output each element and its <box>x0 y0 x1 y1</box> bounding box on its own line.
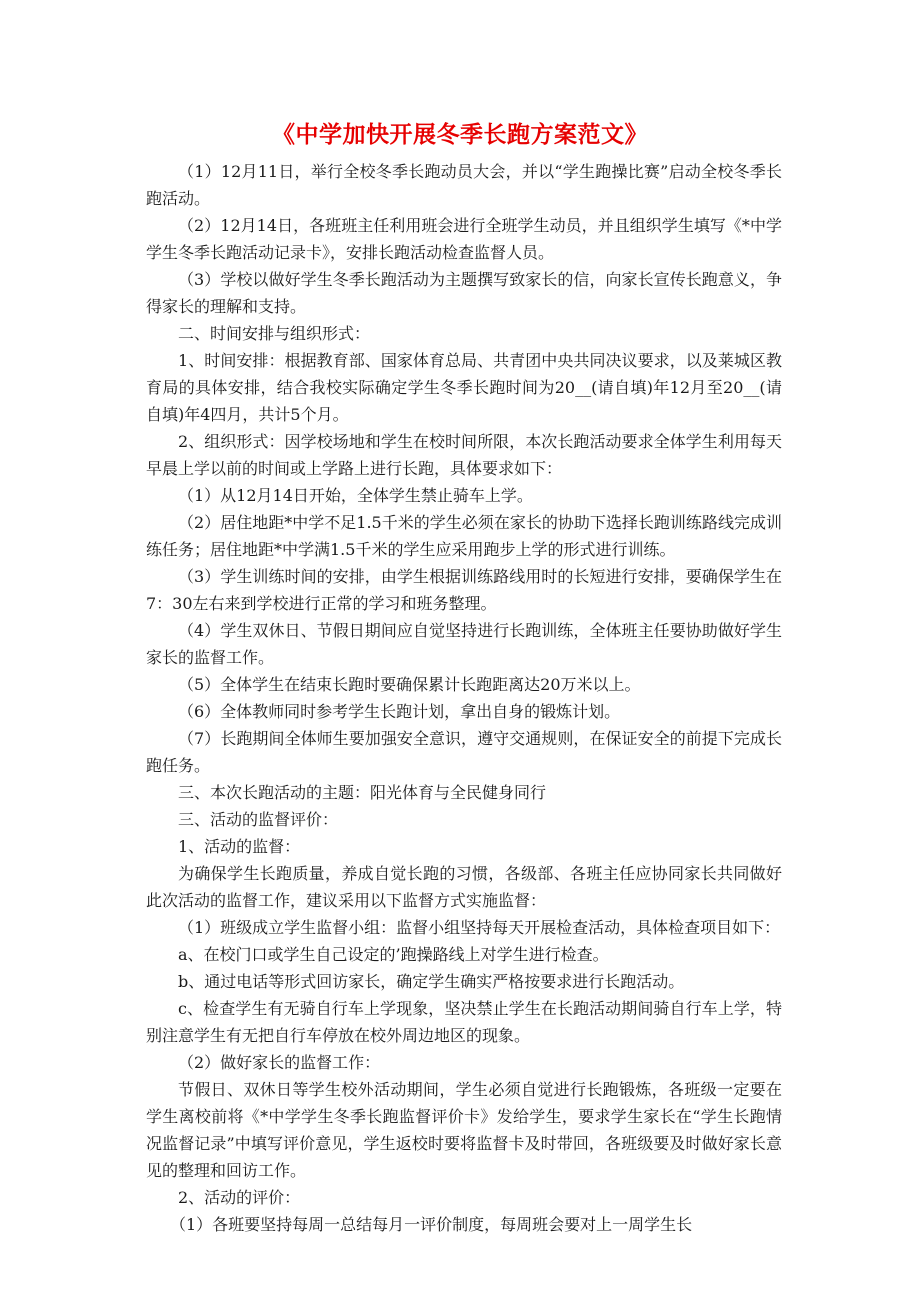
paragraph: （3）学生训练时间的安排，由学生根据训练路线用时的长短进行安排，要确保学生在7：30左右来到学校进行正常的学习和班务整理。 <box>146 567 782 613</box>
section-heading: 三、活动的监督评价： <box>178 810 339 829</box>
list-item: b、通过电话等形式回访家长，确定学生确实严格按要求进行长跑活动。 <box>178 972 685 991</box>
document-body <box>146 158 782 1238</box>
section-heading: 二、时间安排与组织形式： <box>178 324 371 343</box>
paragraph: （2）12月14日，各班班主任利用班会进行全班学生动员，并且组织学生填写《*中学学生冬季长跑活动记录卡》，安排长跑活动检查监督人员。 <box>146 216 782 262</box>
section-heading: 三、本次长跑活动的主题：阳光体育与全民健身同行 <box>178 783 547 802</box>
list-item: c、检查学生有无骑自行车上学现象，坚决禁止学生在长跑活动期间骑自行车上学，特别注意学生有无把自行车停放在校外周边地区的现象。 <box>146 999 782 1045</box>
paragraph: （1）各班要坚持每周一总结每月一评价制度，每周班会要对上一周学生长 <box>170 1215 693 1234</box>
paragraph: 为确保学生长跑质量，养成自觉长跑的习惯，各级部、各班主任应协同家长共同做好此次活动的监督工作，建议采用以下监督方式实施监督： <box>146 864 782 910</box>
paragraph: （1）班级成立学生监督小组：监督小组坚持每天开展检查活动，具体检查项目如下： <box>178 918 781 937</box>
subsection-heading: 1、活动的监督： <box>178 837 301 856</box>
paragraph: （4）学生双休日、节假日期间应自觉坚持进行长跑训练，全体班主任要协助做好学生家长的监督工作。 <box>146 621 782 667</box>
paragraph: （2）做好家长的监督工作： <box>178 1053 381 1072</box>
paragraph: （2）居住地距*中学不足1.5千米的学生必须在家长的协助下选择长跑训练路线完成训练任务；居住地距*中学满1.5千米的学生应采用跑步上学的形式进行训练。 <box>146 513 782 559</box>
paragraph: 2、组织形式：因学校场地和学生在校时间所限，本次长跑活动要求全体学生利用每天早晨上学以前的时间或上学路上进行长跑，具体要求如下： <box>146 432 782 478</box>
document-title: 《中学加快开展冬季长跑方案范文》 <box>272 121 648 148</box>
paragraph: （1）从12月14日开始，全体学生禁止骑车上学。 <box>178 486 533 505</box>
paragraph: （3）学校以做好学生冬季长跑活动为主题撰写致家长的信，向家长宣传长跑意义，争得家长的理解和支持。 <box>146 270 782 316</box>
paragraph: （7）长跑期间全体师生要加强安全意识，遵守交通规则，在保证安全的前提下完成长跑任务。 <box>146 729 782 775</box>
paragraph: （1）12月11日，举行全校冬季长跑动员大会，并以“学生跑操比赛”启动全校冬季长跑活动。 <box>146 162 782 208</box>
subsection-heading: 2、活动的评价： <box>178 1188 301 1207</box>
paragraph: （5）全体学生在结束长跑时要确保累计长跑距离达20万米以上。 <box>178 675 641 694</box>
paragraph: 1、时间安排：根据教育部、国家体育总局、共青团中央共同决议要求，以及莱城区教育局的具体安排，结合我校实际确定学生冬季长跑时间为20__(请自填)年12月至20__(请自填)年4四月，共计5个月。 <box>146 351 782 424</box>
paragraph: （6）全体教师同时参考学生长跑计划，拿出自身的锻炼计划。 <box>178 702 621 721</box>
paragraph: 节假日、双休日等学生校外活动期间，学生必须自觉进行长跑锻炼，各班级一定要在学生离校前将《*中学学生冬季长跑监督评价卡》发给学生，要求学生家长在“学生长跑情况监督记录”中填写评价意见，学生返校时要将监督卡及时带回，各班级要及时做好家长意见的整理和回访工作。 <box>146 1080 782 1180</box>
list-item: a、在校门口或学生自己设定的’跑操路线上对学生进行检查。 <box>178 945 609 964</box>
